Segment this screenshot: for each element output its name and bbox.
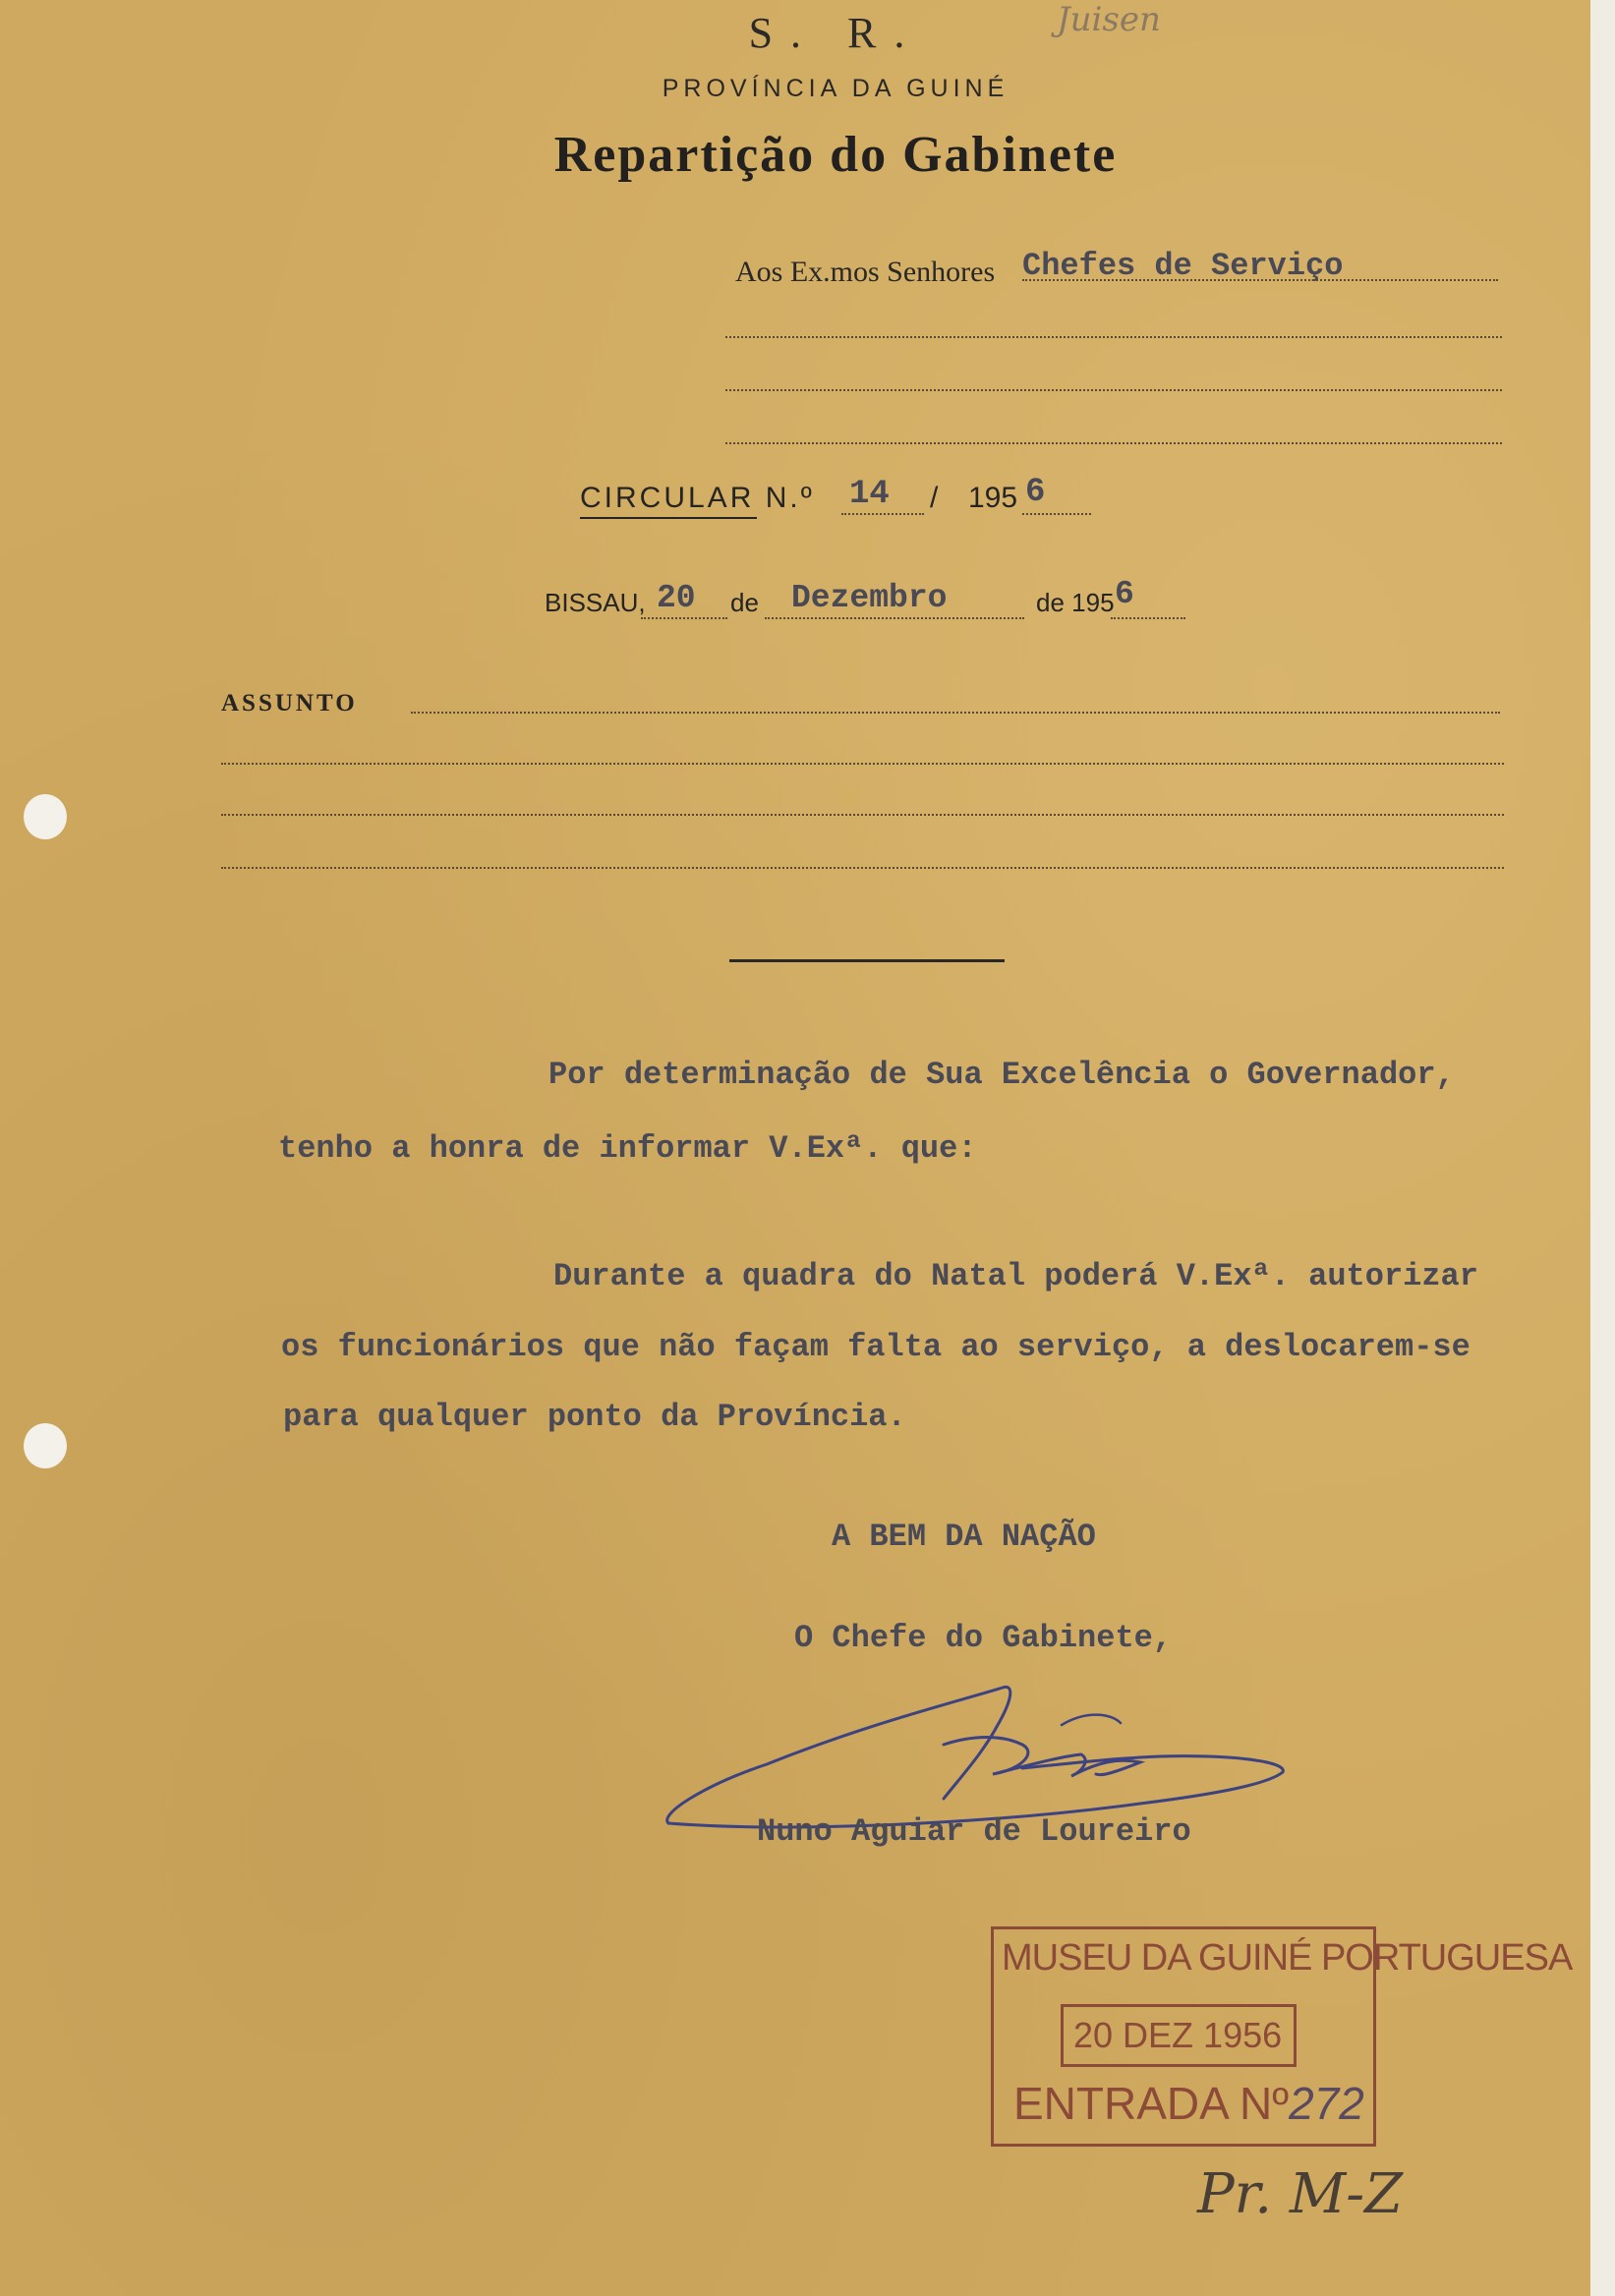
museum-entry-stamp (991, 1926, 1573, 2147)
address-line (725, 336, 1502, 338)
address-prefix: Aos Ex.mos Senhores (735, 256, 996, 288)
punch-hole (24, 1423, 67, 1468)
subject-line (221, 763, 1504, 765)
dateline-de: de (730, 588, 759, 617)
body-line: tenho a honra de informar V.Exª. que: (278, 1130, 977, 1167)
address-recipient: Chefes de Serviço (1022, 248, 1344, 284)
dateline-year-typed: 6 (1115, 576, 1134, 612)
dateline-year-line (1111, 617, 1185, 619)
body-line: para qualquer ponto da Província. (283, 1399, 906, 1435)
scan-margin (1590, 0, 1615, 2296)
body-line: os funcionários que não façam falta ao serviço, a deslocarem-se (281, 1329, 1471, 1365)
dateline-day: 20 (657, 580, 696, 616)
stamp-entry-label: ENTRADA Nº (1013, 2078, 1290, 2129)
stamp-museum-name: MUSEU DA GUINÉ PORTUGUESA (1002, 1937, 1573, 1979)
circular-label: CIRCULAR N.º (580, 482, 815, 514)
subject-line (411, 712, 1500, 714)
address-line (1022, 279, 1498, 281)
dateline-place: BISSAU, (545, 588, 646, 617)
circular-number-line (841, 513, 924, 515)
subject-line (221, 867, 1504, 869)
handwritten-note: Pr. M-Z (1197, 2162, 1404, 2226)
circular-year: 195 (968, 482, 1018, 514)
separator-rule (729, 959, 1005, 962)
punch-hole (24, 794, 67, 839)
stamp-entry-number: 272 (1289, 2078, 1364, 2129)
circular-slash: / (930, 482, 939, 514)
circular-year-typed: 6 (1025, 474, 1046, 511)
signatory-name: Nuno Aguiar de Loureiro (757, 1813, 1191, 1850)
dateline-day-line (641, 617, 727, 619)
circular-year-line (1022, 513, 1091, 515)
header-sr: S. R. (748, 9, 923, 57)
address-line (725, 442, 1502, 444)
circular-underline (580, 517, 757, 519)
dateline-month-line (765, 617, 1024, 619)
stamp-date: 20 DEZ 1956 (1073, 2015, 1283, 2055)
closing-title: O Chefe do Gabinete, (794, 1620, 1173, 1656)
subject-line (221, 814, 1504, 816)
subject-label: ASSUNTO (221, 690, 358, 717)
dateline-month: Dezembro (791, 580, 948, 616)
body-line: Durante a quadra do Natal poderá V.Exª. autorizar (553, 1258, 1478, 1294)
header-province: PROVÍNCIA DA GUINÉ (662, 75, 1009, 102)
pencil-annotation: Juisen (1057, 0, 1161, 39)
body-line: Por determinação de Sua Excelência o Governador, (548, 1057, 1455, 1093)
header-office: Repartição do Gabinete (553, 127, 1118, 183)
dateline-de-year: de 195 (1036, 588, 1115, 617)
closing-motto: A BEM DA NAÇÃO (832, 1519, 1096, 1555)
stamp-date-box (1061, 2004, 1297, 2067)
circular-number: 14 (849, 476, 890, 513)
address-line (725, 389, 1502, 391)
stamp-entry (1013, 2077, 1364, 2130)
